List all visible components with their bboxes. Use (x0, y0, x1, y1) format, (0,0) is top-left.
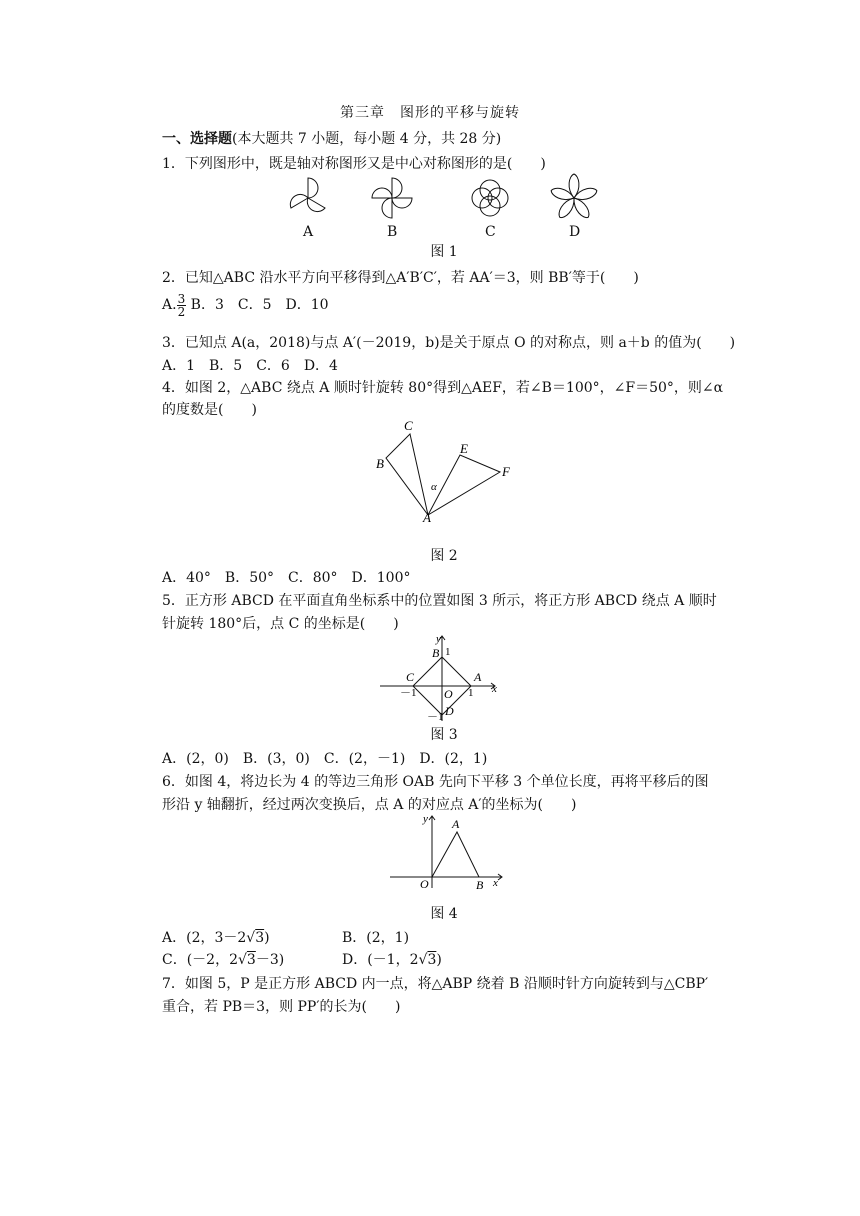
q1-label-b: B (387, 224, 398, 240)
q2-options (162, 290, 329, 320)
q1-stem: 1．下列图形中，既是轴对称图形又是中心对称图形的是( ) (162, 156, 546, 172)
q6-option-d-text: D．(－1，2 (342, 952, 419, 968)
triangle-aef (428, 455, 500, 515)
q6-option-d-end: ) (436, 952, 442, 968)
figure-a-pinwheel-icon (290, 178, 325, 212)
q6-option-c-radicand: 3 (246, 952, 256, 968)
q5-options: A．(2，0) B．(3，0) C．(2，－1) D．(2，1) (162, 751, 488, 767)
y-axis-label: y (436, 633, 441, 645)
q6-option-a-end: ) (264, 930, 270, 946)
point-b-label: B (432, 646, 440, 660)
figure-4-caption: 图 4 (430, 906, 458, 922)
triangle-oab (432, 832, 479, 877)
triangle-abc (386, 434, 428, 515)
page-title: 第三章 图形的平移与旋转 (340, 105, 520, 121)
point-a-label: A (423, 510, 431, 525)
q6-option-d (342, 951, 442, 969)
point-b-label: B (476, 878, 484, 890)
q6-option-c (162, 951, 284, 969)
origin-label: O (420, 877, 429, 890)
origin-label: O (444, 687, 453, 701)
tick-neg-one-bottom: －1 (427, 711, 444, 723)
y-axis-label: y (423, 813, 428, 825)
radical-icon: √ (246, 930, 256, 946)
tick-one-top: 1 (445, 646, 451, 658)
q6-option-a (162, 929, 270, 947)
q4-stem-line2: 的度数是( ) (162, 402, 257, 418)
q6-option-c-end: －3) (255, 952, 285, 968)
figure-3-caption: 图 3 (430, 727, 458, 743)
q3-stem: 3．已知点 A(a，2018)与点 A′(－2019，b)是关于原点 O 的对称点，则 a＋b 的值为( ) (162, 335, 736, 351)
tick-one-right: 1 (468, 687, 474, 699)
q6-option-a-text: A．(2，3－2 (162, 930, 247, 946)
figure-2-caption: 图 2 (430, 548, 458, 564)
figure-4-coordinate-plot (386, 810, 506, 890)
figure-c-circles-icon (472, 180, 508, 216)
q2-options-rest: B．3 C．5 D．10 (190, 297, 329, 313)
figure-3-coordinate-plot (370, 628, 505, 723)
figure-b-pinwheel-icon (372, 178, 412, 218)
q7-stem-line2: 重合，若 PB＝3，则 PP′的长为( ) (162, 999, 401, 1015)
q6-stem-line1: 6．如图 4，将边长为 4 的等边三角形 OAB 先向下平移 3 个单位长度，再将平移后的图 (162, 774, 709, 790)
x-axis-label: x (492, 683, 497, 695)
q1-label-c: C (485, 224, 496, 240)
q6-option-b: B．(2，1) (342, 930, 410, 946)
q2-option-a-prefix: A. (162, 297, 177, 313)
q7-stem-line1: 7．如图 5，P 是正方形 ABCD 内一点，将△ABP 绕着 B 沿顺时针方向旋转到与△CBP′ (162, 976, 709, 992)
tick-neg-one-left: －1 (400, 687, 417, 699)
angle-alpha-label: α (431, 481, 437, 493)
q2-stem: 2．已知△ABC 沿水平方向平移得到△A′B′C′，若 AA′＝3，则 BB′等于( ) (162, 270, 639, 286)
q4-stem-line1: 4．如图 2，△ABC 绕点 A 顺时针旋转 80°得到△AEF，若∠B＝100°，∠F＝50°，则∠α (162, 380, 724, 396)
q1-label-a: A (303, 224, 314, 240)
point-f-label: F (502, 464, 510, 479)
fraction-numerator: 3 (177, 291, 186, 306)
radical-icon: √ (418, 952, 428, 968)
fraction-denominator: 2 (177, 304, 186, 319)
q4-options: A．40° B．50° C．80° D．100° (162, 570, 411, 586)
q1-label-d: D (569, 224, 581, 240)
point-c-label: C (406, 670, 415, 684)
figure-2-diagram (360, 410, 530, 530)
x-axis-label: x (493, 877, 498, 889)
figure-d-flower-icon (550, 174, 599, 220)
radical-icon: √ (238, 952, 247, 968)
figure-1-caption: 图 1 (430, 244, 458, 260)
point-e-label: E (460, 441, 468, 456)
q6-option-c-text: C．(－2，2 (162, 952, 238, 968)
q3-options: A．1 B．5 C．6 D．4 (162, 358, 338, 374)
q6-option-d-radicand: 3 (427, 952, 437, 968)
q1-figures (280, 170, 610, 230)
q6-stem-line2: 形沿 y 轴翻折，经过两次变换后，点 A 的对应点 A′的坐标为( ) (162, 797, 577, 813)
section-heading (162, 130, 501, 148)
q5-stem-line1: 5．正方形 ABCD 在平面直角坐标系中的位置如图 3 所示，将正方形 ABCD 绕点 A 顺时 (162, 593, 717, 609)
point-c-label: C (404, 418, 413, 433)
point-a-label: A (474, 670, 482, 684)
point-b-label: B (376, 456, 384, 471)
point-a-label: A (452, 817, 460, 831)
point-d-label: D (445, 704, 454, 718)
q5-stem-line2: 针旋转 180°后，点 C 的坐标是( ) (162, 616, 399, 632)
section-note: (本大题共 7 小题，每小题 4 分，共 28 分) (232, 131, 502, 147)
q6-option-a-radicand: 3 (255, 930, 265, 946)
q2-option-a-fraction (177, 293, 187, 318)
section-label: 一、选择题 (162, 131, 232, 147)
